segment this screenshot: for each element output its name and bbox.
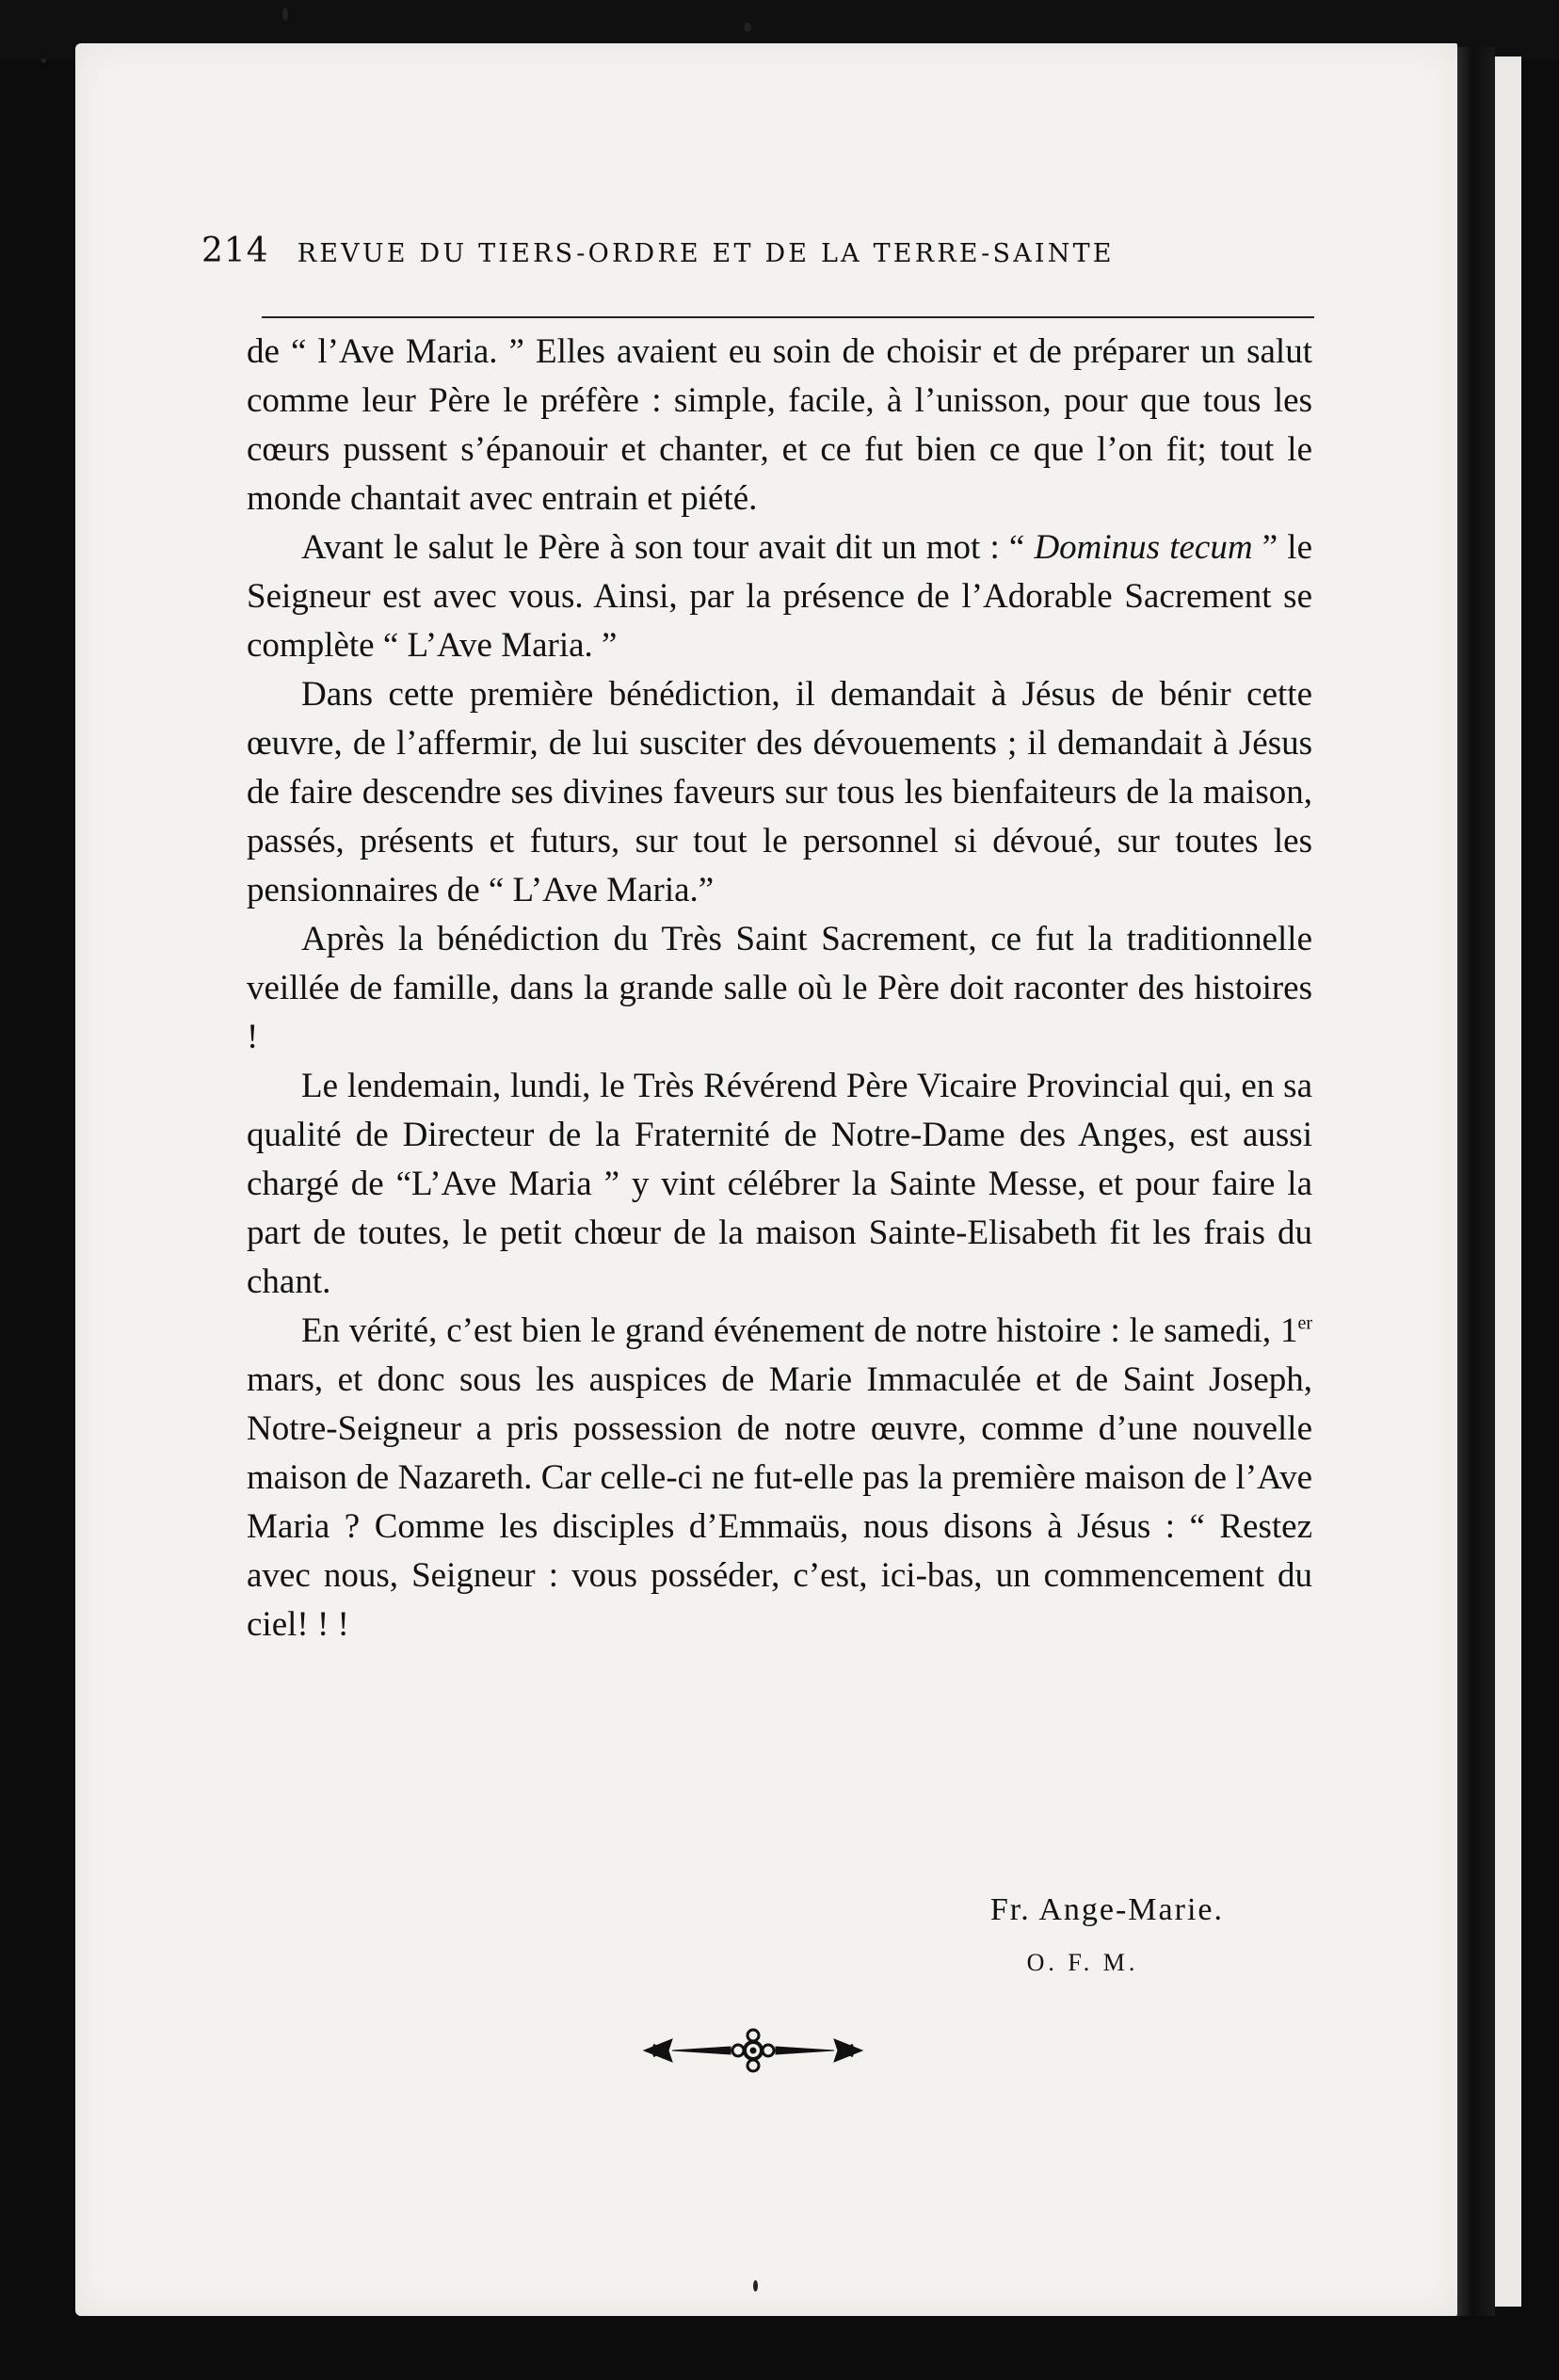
running-head-title: REVUE DU TIERS-ORDRE ET DE LA TERRE-SAINTE [297, 239, 1115, 268]
paragraph-1: de “ l’Ave Maria. ” Elles avaient eu soin de choisir et de préparer un salut comme leur Père le préfère : simple, facile, à l’unisson, pour que tous les cœurs pussent s’épanouir et chanter, et ce fut bien ce que l’on fit; tout le monde chantait avec entrain et piété. [247, 332, 1312, 518]
paragraph-2-lead: Avant le salut le Père à son tour avait dit un mot : “ [301, 528, 1035, 567]
next-page-edge [1495, 56, 1521, 2307]
page-number: 214 [201, 232, 269, 270]
paragraph-4: Après la bénédiction du Très Saint Sacrement, ce fut la traditionnelle veillée de famille, dans la grande salle où le Père doit raconter des histoires ! [247, 920, 1312, 1056]
paragraph-6 [247, 1307, 1312, 1649]
page-gutter-shadow [1457, 47, 1495, 2316]
paragraph-6-lead: En vérité, c’est bien le grand événement de notre histoire : le samedi, 1 [301, 1311, 1298, 1350]
header-rule [262, 316, 1314, 318]
latin-phrase: Dominus tecum [1034, 528, 1253, 567]
ordinal-superscript: er [1297, 1312, 1312, 1334]
running-header [201, 232, 1277, 288]
article-body [247, 328, 1312, 1649]
scan-speck [282, 8, 288, 21]
paragraph-5: Le lendemain, lundi, le Très Révérend Père Vicaire Provincial qui, en sa qualité de Directeur de la Fraternité de Notre-Dame des Anges, est aussi chargé de “L’Ave Maria ” y vint célébrer la Sainte Messe, et pour faire la part de toutes, le petit chœur de la maison Sainte-Elisabeth fit les frais du chant. [247, 1067, 1312, 1301]
paragraph-2-tail: ” le Seigneur est avec vous. Ainsi, par la présence de l’Adorable Sacrement se complète “ L’Ave Maria. ” [247, 528, 1313, 665]
scan-speck [753, 2280, 758, 2292]
author-signature: Fr. Ange-Marie. [989, 1892, 1224, 1927]
paragraph-6-tail: mars, et donc sous les auspices de Marie Immaculée et de Saint Joseph, Notre-Seigneur a pris possession de notre œuvre, comme d’une nouvelle maison de Nazareth. Car celle-ci ne fut-elle pas la première maison de l’Ave Maria ? Comme les disciples d’Emmaüs, nous disons à Jésus : “ Restez avec nous, Seigneur : vous posséder, c’est, ici-bas, un commencement du ciel! ! ! [247, 1360, 1312, 1644]
scan-speck [41, 58, 46, 63]
paragraph-3: Dans cette première bénédiction, il demandait à Jésus de bénir cette œuvre, de l’affermir, de lui susciter des dévouements ; il demandait à Jésus de faire descendre ses divines faveurs sur tous les bienfaiteurs de la maison, passés, présents et futurs, sur tout le personnel si dévoué, sur toutes les pensionnaires de “ L’Ave Maria.” [247, 675, 1312, 909]
religious-order: O. F. M. [1026, 1949, 1139, 1976]
paragraph-2 [247, 523, 1312, 670]
scan-speck [744, 23, 751, 32]
floral-tailpiece-ornament-icon [640, 2024, 866, 2077]
